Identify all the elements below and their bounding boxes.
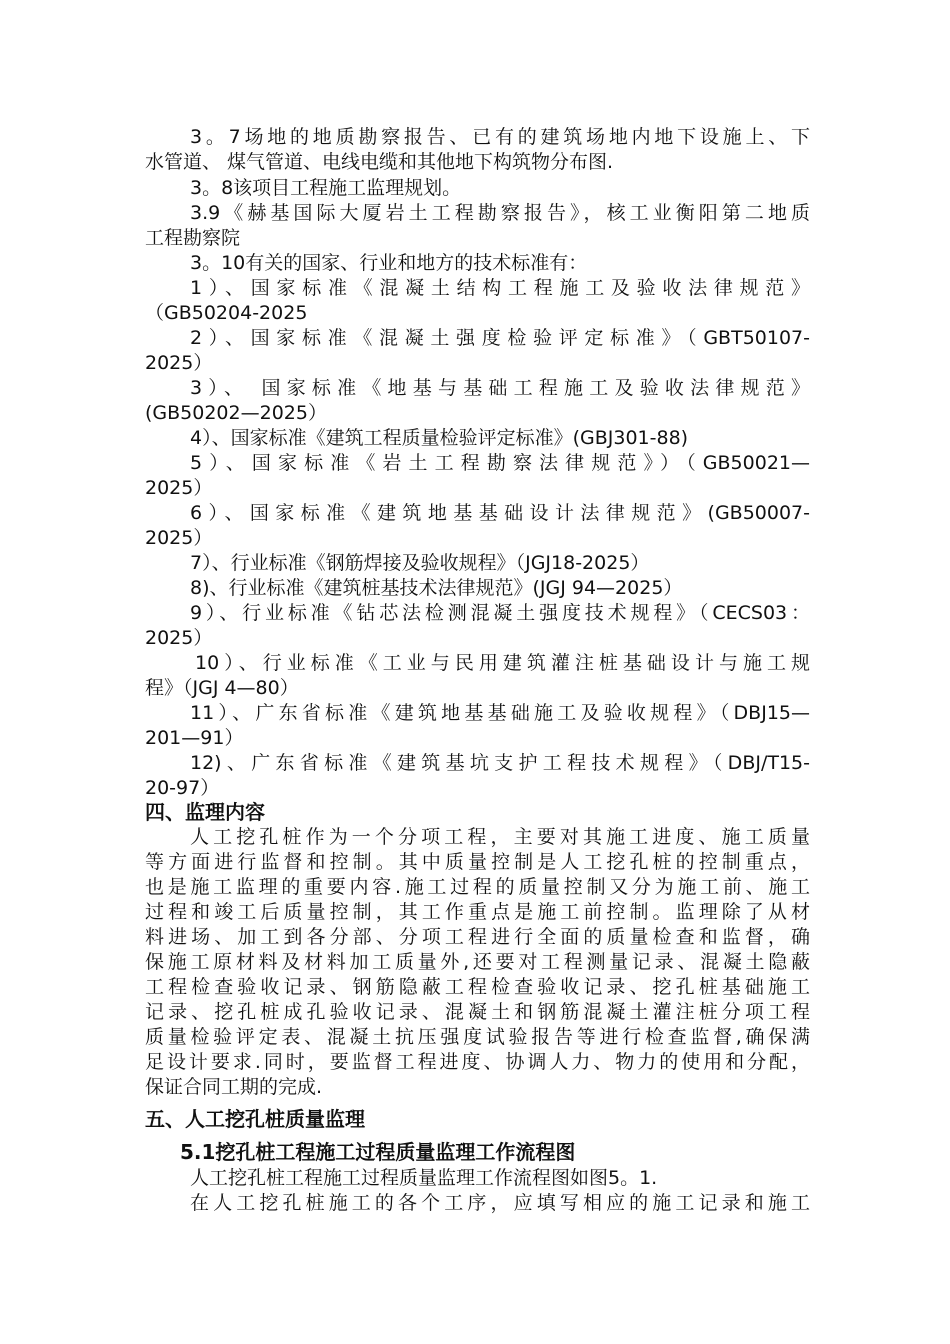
text-line: 11）、广东省标准《建筑地基基础施工及验收规程》（DBJ15— [190, 702, 810, 724]
text-line: 4）、国家标准《建筑工程质量检验评定标准》(GBJ301-88) [190, 427, 689, 449]
text-line: 人工挖孔桩作为一个分项工程，主要对其施工进度、施工质量 [190, 826, 810, 848]
text-line: 7）、行业标准《钢筋焊接及验收规程》（JGJ18-2025） [190, 552, 650, 574]
text-line: 1）、国家标准《混凝土结构工程施工及验收法律规范》 [190, 277, 810, 299]
text-line: 记录、挖孔桩成孔验收记录、混凝土和钢筋混凝土灌注桩分项工程 [145, 1001, 810, 1023]
text-line: 2025） [145, 477, 213, 499]
text-line: 保证合同工期的完成. [145, 1076, 323, 1098]
text-line: 2025） [145, 527, 213, 549]
text-line: 程》（JGJ 4—80） [145, 677, 299, 699]
text-line: 过程和竣工后质量控制，其工作重点是施工前控制。监理除了从材 [145, 901, 810, 923]
text-line: 足设计要求.同时，要监督工程进度、协调人力、物力的使用和分配， [145, 1051, 810, 1073]
subsection-heading: 5.1挖孔桩工程施工过程质量监理工作流程图 [180, 1140, 576, 1164]
text-line: 6）、国家标准《建筑地基基础设计法律规范》(GB50007- [190, 502, 810, 524]
text-line: (GB50202—2025） [145, 402, 327, 424]
text-line: 3.9《赫基国际大厦岩土工程勘察报告》，核工业衡阳第二地质 [190, 202, 810, 224]
text-line: 5）、国家标准《岩土工程勘察法律规范》）（GB50021— [190, 452, 810, 474]
text-line: 3。8该项目工程施工监理规划。 [190, 177, 462, 199]
text-line: 料进场、加工到各分部、分项工程进行全面的质量检查和监督，确 [145, 926, 810, 948]
text-line: 3。10有关的国家、行业和地方的技术标准有： [190, 252, 588, 274]
section-heading: 五、人工挖孔桩质量监理 [145, 1107, 365, 1131]
text-line: 3。7场地的地质勘察报告、已有的建筑场地内地下设施上、下 [190, 126, 810, 148]
text-line: 10）、行业标准《工业与民用建筑灌注桩基础设计与施工规 [195, 652, 810, 674]
text-line: 12)、广东省标准《建筑基坑支护工程技术规程》（DBJ/T15- [190, 752, 810, 774]
text-line: 等方面进行监督和控制。其中质量控制是人工挖孔桩的控制重点， [145, 851, 810, 873]
text-line: 201—91） [145, 727, 244, 749]
text-line: 保施工原材料及材料加工质量外,还要对工程测量记录、混凝土隐蔽 [145, 951, 810, 973]
section-heading: 四、监理内容 [145, 800, 265, 824]
text-line: 也是施工监理的重要内容.施工过程的质量控制又分为施工前、施工 [145, 876, 810, 898]
text-line: 9）、行业标准《钻芯法检测混凝土强度技术规程》（CECS03： [190, 602, 810, 624]
text-line: （GB50204-2025 [145, 302, 308, 324]
text-line: 在人工挖孔桩施工的各个工序，应填写相应的施工记录和施工 [190, 1192, 810, 1214]
text-line: 水管道、 煤气管道、电线电缆和其他地下构筑物分布图. [145, 151, 614, 173]
text-line: 人工挖孔桩工程施工过程质量监理工作流程图如图5。1. [190, 1167, 658, 1189]
text-line: 工程勘察院 [145, 227, 241, 249]
text-line: 质量检验评定表、混凝土抗压强度试验报告等进行检查监督,确保满 [145, 1026, 810, 1048]
text-line: 2）、国家标准《混凝土强度检验评定标准》（GBT50107- [190, 327, 810, 349]
text-line: 20-97） [145, 777, 220, 799]
text-line: 3）、 国家标准《地基与基础工程施工及验收法律规范》 [190, 377, 810, 399]
text-line: 8)、行业标准《建筑桩基技术法律规范》(JGJ 94—2025） [190, 577, 683, 599]
text-line: 2025） [145, 627, 213, 649]
text-line: 工程检查验收记录、钢筋隐蔽工程检查验收记录、挖孔桩基础施工 [145, 976, 810, 998]
text-line: 2025） [145, 352, 213, 374]
